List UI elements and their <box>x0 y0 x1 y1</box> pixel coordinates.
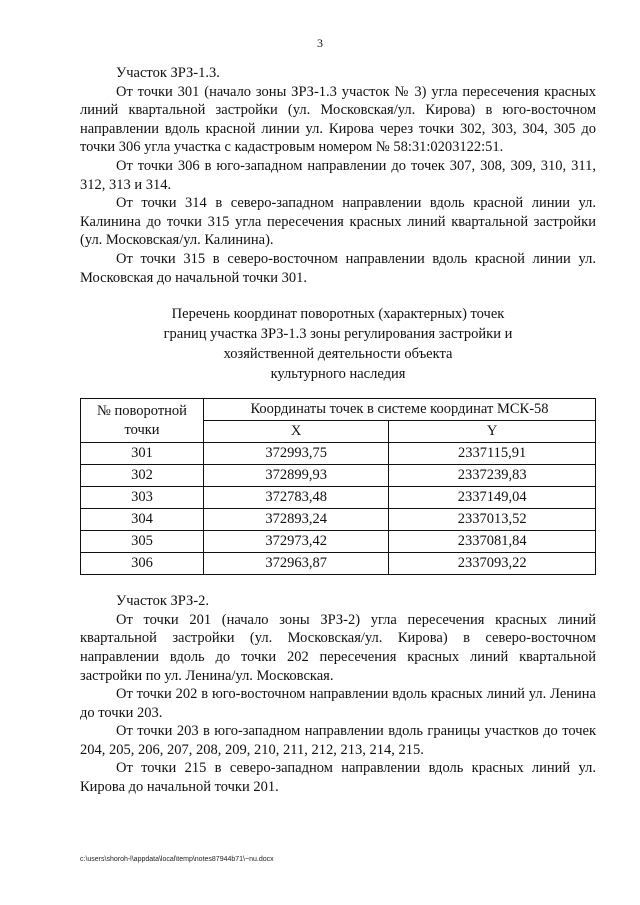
document-body <box>80 64 596 797</box>
table-title-line: Перечень координат поворотных (характерных) точек <box>171 306 505 323</box>
paragraph: От точки 201 (начало зоны ЗРЗ-2) угла пересечения красных линий квартальной застройки (ул. Московская/ул. Кирова) в северо-восточном направлении вдоль до точки 202 пересечения красных линий квартальной застройки по ул. Ленина/ул. Московская. <box>80 611 596 684</box>
table-row <box>81 443 596 465</box>
paragraph: От точки 314 в северо-западном направлении вдоль красной линии ул. Калинина до точки 315 угла пересечения красных линий квартальной застройки (ул. Московская/ул. Калинина). <box>80 195 596 249</box>
footer-file-path: c:\users\shoroh-l\appdata\local\temp\notes87944b71\~nu.docx <box>80 856 274 863</box>
table-row <box>81 531 596 553</box>
paragraph: От точки 203 в юго-западном направлении вдоль границы участков до точек 204, 205, 206, 207, 208, 209, 210, 211, 212, 213, 214, 215. <box>80 723 596 758</box>
paragraph: От точки 215 в северо-западном направлении вдоль красных линий ул. Кирова до начальной точки 201. <box>80 760 596 796</box>
y-cell: 2337013,52 <box>389 509 596 531</box>
table-row <box>81 465 596 487</box>
y-cell: 2337093,22 <box>389 553 596 575</box>
point-cell: 303 <box>81 487 204 509</box>
x-cell: 372783,48 <box>204 487 389 509</box>
point-cell: 305 <box>81 531 204 553</box>
table-row <box>81 509 596 531</box>
x-cell: 372893,24 <box>204 509 389 531</box>
point-cell: 304 <box>81 509 204 531</box>
table-title-line: границ участка ЗРЗ-1.3 зоны регулирования застройки и <box>163 326 513 343</box>
table-title-line: хозяйственной деятельности объекта <box>223 346 453 363</box>
y-cell: 2337149,04 <box>389 487 596 509</box>
paragraph: От точки 315 в северо-восточном направлении вдоль красной линии ул. Московская до начальной точки 301. <box>80 250 596 286</box>
table-row <box>81 553 596 575</box>
point-number-header: № поворотной точки <box>81 399 204 443</box>
y-column-header: Y <box>389 421 596 443</box>
x-column-header: X <box>204 421 389 443</box>
paragraph: От точки 301 (начало зоны ЗРЗ-1.3 участок № 3) угла пересечения красных линий квартальной застройки (ул. Московская/ул. Кирова) в юго-восточном направлении вдоль красной линии ул. Кирова через точки 302, 303, 304, 305 до точки 306 угла участка с кадастровым номером № 58:31:0203122:51. <box>80 83 596 156</box>
coordinates-header: Координаты точек в системе координат МСК-58 <box>204 399 596 421</box>
x-cell: 372899,93 <box>204 465 389 487</box>
coordinates-table <box>80 398 596 575</box>
table-row <box>81 487 596 509</box>
x-cell: 372993,75 <box>204 443 389 465</box>
section-heading: Участок ЗРЗ-1.3. <box>116 65 220 81</box>
point-cell: 306 <box>81 553 204 575</box>
section-heading: Участок ЗРЗ-2. <box>116 593 209 610</box>
table-title-line: культурного наследия <box>270 366 406 383</box>
point-cell: 301 <box>81 443 204 465</box>
table-title <box>80 304 596 384</box>
page-number: 3 <box>317 36 323 50</box>
point-cell: 302 <box>81 465 204 487</box>
x-cell: 372963,87 <box>204 553 389 575</box>
x-cell: 372973,42 <box>204 531 389 553</box>
paragraph: От точки 202 в юго-восточном направлении вдоль красных линий ул. Ленина до точки 203. <box>80 686 596 721</box>
y-cell: 2337081,84 <box>389 531 596 553</box>
paragraph: От точки 306 в юго-западном направлении до точек 307, 308, 309, 310, 311, 312, 313 и 314. <box>80 157 596 193</box>
y-cell: 2337239,83 <box>389 465 596 487</box>
y-cell: 2337115,91 <box>389 443 596 465</box>
